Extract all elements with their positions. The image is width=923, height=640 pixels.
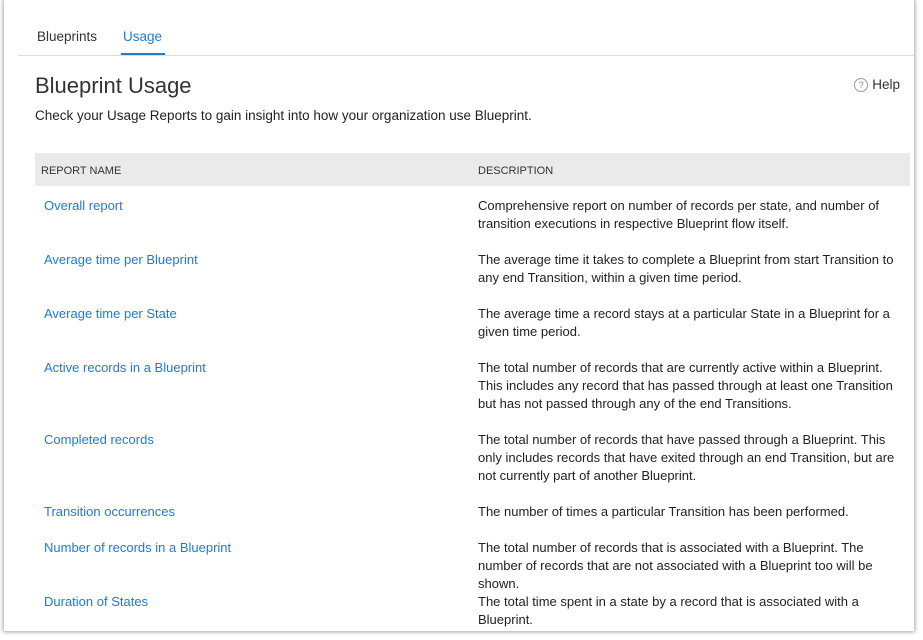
report-description: The average time a record stays at a particular State in a Blueprint for a given time period.: [478, 306, 890, 339]
table-row: [35, 197, 910, 251]
table-row: [35, 305, 910, 359]
report-link-avg-time-blueprint[interactable]: Average time per Blueprint: [44, 252, 198, 267]
report-link-transition-occurrences[interactable]: Transition occurrences: [44, 504, 176, 519]
tab-blueprints[interactable]: Blueprints: [37, 29, 98, 44]
page-subtitle: Check your Usage Reports to gain insight into how your organization use Blueprint.: [35, 108, 532, 123]
help-label: Help: [872, 77, 900, 92]
report-link-active-records[interactable]: Active records in a Blueprint: [44, 360, 206, 375]
report-description: The total time spent in a state by a record that is associated with a Blueprint.: [478, 594, 859, 627]
report-link-completed-records[interactable]: Completed records: [44, 432, 154, 447]
report-description: The average time it takes to complete a Blueprint from start Transition to any end Transition, within a given time period.: [478, 252, 894, 285]
table-row: [35, 251, 910, 305]
report-description: The total number of records that are currently active within a Blueprint. This includes any record that has passed through at least one Transition but has not passed through any of the end Transitions.: [478, 360, 893, 411]
report-description: The number of times a particular Transition has been performed.: [478, 504, 849, 519]
table-row: [35, 431, 910, 503]
header-description: DESCRIPTION: [478, 165, 554, 177]
tab-usage[interactable]: Usage: [123, 29, 163, 44]
active-tab-indicator: [121, 53, 165, 55]
help-link[interactable]: [854, 77, 900, 92]
table-row: [35, 593, 910, 627]
report-description: Comprehensive report on number of records per state, and number of transition executions in respective Blueprint flow itself.: [478, 198, 880, 231]
question-circle-icon: ?: [854, 78, 868, 92]
report-link-records-in-blueprint[interactable]: Number of records in a Blueprint: [44, 540, 232, 555]
reports-table: [35, 153, 910, 627]
header-report-name: REPORT NAME: [41, 165, 122, 177]
report-link-overall[interactable]: Overall report: [44, 198, 123, 213]
table-row: [35, 503, 910, 539]
table-row: [35, 359, 910, 431]
usage-panel: [4, 0, 914, 631]
page-title: Blueprint Usage: [35, 73, 192, 98]
report-description: The total number of records that is associated with a Blueprint. The number of records that are not associated with a Blueprint too will be shown.: [478, 540, 873, 591]
table-row: [35, 539, 910, 593]
table-header: [35, 153, 910, 186]
report-link-avg-time-state[interactable]: Average time per State: [44, 306, 177, 321]
report-link-duration-of-states[interactable]: Duration of States: [44, 594, 149, 609]
tab-bar: [18, 0, 914, 56]
report-description: The total number of records that have passed through a Blueprint. This only includes records that have exited through an end Transition, but are not currently part of another Blueprint.: [478, 432, 895, 483]
